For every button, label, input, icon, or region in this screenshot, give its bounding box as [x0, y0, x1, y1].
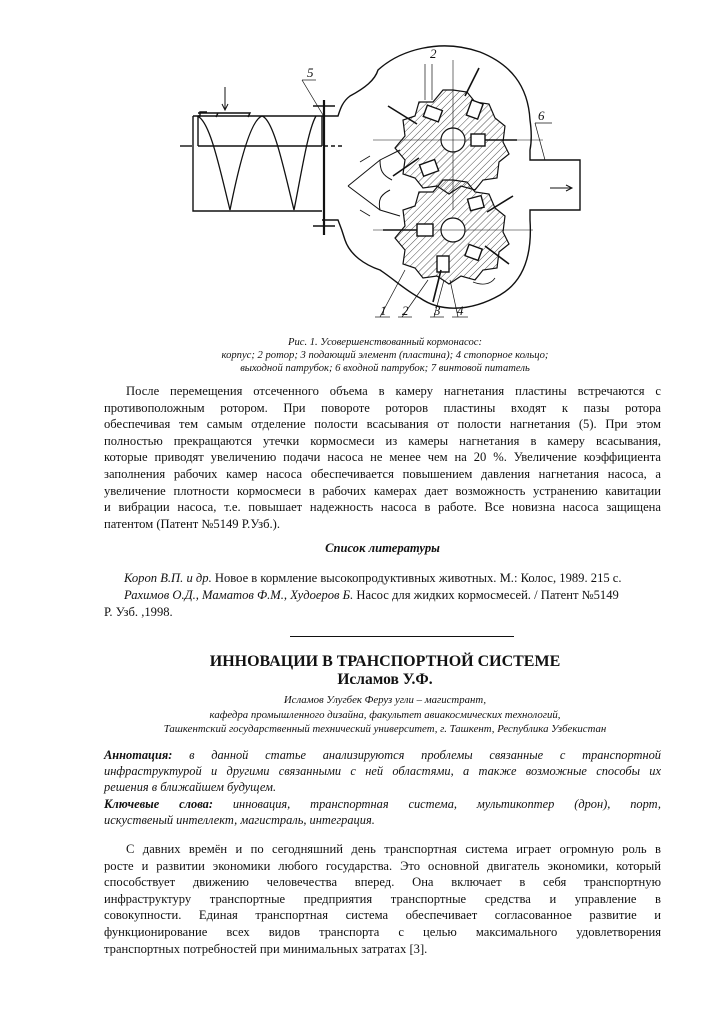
- affiliation-line: Исламов Улугбек Феруз угли – магистрант,: [283, 694, 487, 706]
- caption-line: корпус; 2 ротор; 3 подающий элемент (пластина); 4 стопорное кольцо;: [221, 350, 549, 361]
- annotation: [104, 747, 661, 828]
- text-line: транспортных потребностей при минимальных затратах [3].: [104, 941, 428, 956]
- text-line: инфраструктуру транспортные предприятия транспортные средства и управление в: [104, 891, 661, 906]
- figure-label-1: 1: [380, 303, 387, 318]
- pump-diagram-figure: [180, 40, 600, 330]
- reference-item: [124, 570, 664, 587]
- caption-line: Рис. 1. Усовершенствованный кормонасос:: [287, 337, 483, 348]
- body-paragraph-intro: [104, 841, 661, 957]
- body-paragraph-pump: [104, 383, 661, 532]
- text-line: заполнения рабочих камер насоса обеспечивается повышением давления нагнетания насоса, а: [104, 466, 661, 481]
- reference-text: Насос для жидких кормосмесей. / Патент №5149: [353, 588, 619, 602]
- section-separator: [290, 636, 514, 637]
- text-line: полностью прекращаются утечки кормосмеси из камеры нагнетания в камеру всасывания,: [104, 433, 661, 448]
- figure-label-6: 6: [538, 108, 545, 123]
- text-line: [104, 796, 661, 812]
- text-line: росте и развитии экономики любого государства. Это основной двигатель экономики, который: [104, 858, 661, 873]
- figure-label-2-top: 2: [430, 46, 437, 61]
- text-line: решения в ближайшем будущем.: [104, 780, 277, 795]
- caption-line: выходной патрубок; 6 входной патрубок; 7 винтовой питатель: [240, 363, 530, 374]
- affiliation-line: кафедра промышленного дизайна, факультет авиакосмических технологий,: [209, 708, 561, 721]
- article-title: ИННОВАЦИИ В ТРАНСПОРТНОЙ СИСТЕМЕ: [209, 653, 561, 670]
- text-line: С давних времён и по сегодняшний день транспортная система играет огромную роль в: [126, 842, 661, 856]
- reference-authors: Рахимов О.Д., Маматов Ф.М., Худоеров Б.: [124, 588, 354, 602]
- text-line: и вибрации насоса, т.е. повышает надежность насоса в работе. Все новизна насоса защищена: [104, 500, 661, 515]
- text-line: обеспечивая тем самым отделение полости всасывания от полости нагнетания (5). При этом: [104, 417, 661, 432]
- lower-rotor: [373, 180, 533, 302]
- annotation-label: Аннотация:: [104, 748, 173, 762]
- figure-label-5: 5: [307, 65, 314, 80]
- text-line: После перемещения отсеченного объема в камеру нагнетания пластины встречаются с: [126, 384, 661, 398]
- figure-label-3: 3: [434, 303, 441, 318]
- reference-authors: Короп В.П. и др.: [124, 571, 212, 585]
- reference-text-cont: Р. Узб. ,1998.: [104, 604, 173, 619]
- reference-item: [104, 587, 664, 620]
- figure-label-2: 2: [402, 303, 409, 318]
- text-line: инфраструктурой и другими связанными с ней областями, а также возможные способы их: [104, 764, 661, 779]
- text-line: способствует движению человечества вперед. Она включает в себя транспортную: [104, 875, 661, 890]
- figure-label-4: 4: [457, 303, 464, 318]
- text-line: искуственый интеллект, магистраль, интеграция.: [104, 812, 375, 827]
- screw-feeder: [180, 87, 342, 235]
- author-affiliation: [100, 693, 670, 737]
- text-line: увеличение плотности кормосмеси в рабочих камерах дает возможность устранению кавитации: [104, 483, 661, 498]
- annotation-text: в данной статье анализируются проблемы связанные с транспортной: [172, 748, 661, 762]
- text-line: противоположным ротором. При повороте роторов пластины входят к пазы ротора: [104, 400, 661, 415]
- keywords-text: инновация, транспортная система, мультикоптер (дрон), порт,: [212, 796, 661, 811]
- text-line: функционирование всех видов транспорта с целью максимального удовлетворения: [104, 924, 661, 939]
- text-line: которые приводят увеличению подачи насоса не менее чем на 20 %. Увеличение коэффициента: [104, 450, 661, 465]
- text-line: [104, 747, 661, 763]
- reference-text: Новое в кормление высокопродуктивных животных. М.: Колос, 1989. 215 с.: [211, 571, 622, 585]
- affiliation-line: Ташкентский государственный технический университет, г. Ташкент, Республика Узбекистан: [163, 723, 607, 735]
- figure-caption: [100, 336, 670, 375]
- references-heading: Список литературы: [325, 541, 440, 555]
- text-line: патентом (Патент №5149 Р.Узб.).: [104, 516, 280, 531]
- keywords-label: Ключевые слова:: [104, 796, 213, 811]
- text-line: совокупности. Единая транспортная система обеспечивает согласованное развитие и: [104, 908, 661, 923]
- article-author: Исламов У.Ф.: [337, 671, 433, 688]
